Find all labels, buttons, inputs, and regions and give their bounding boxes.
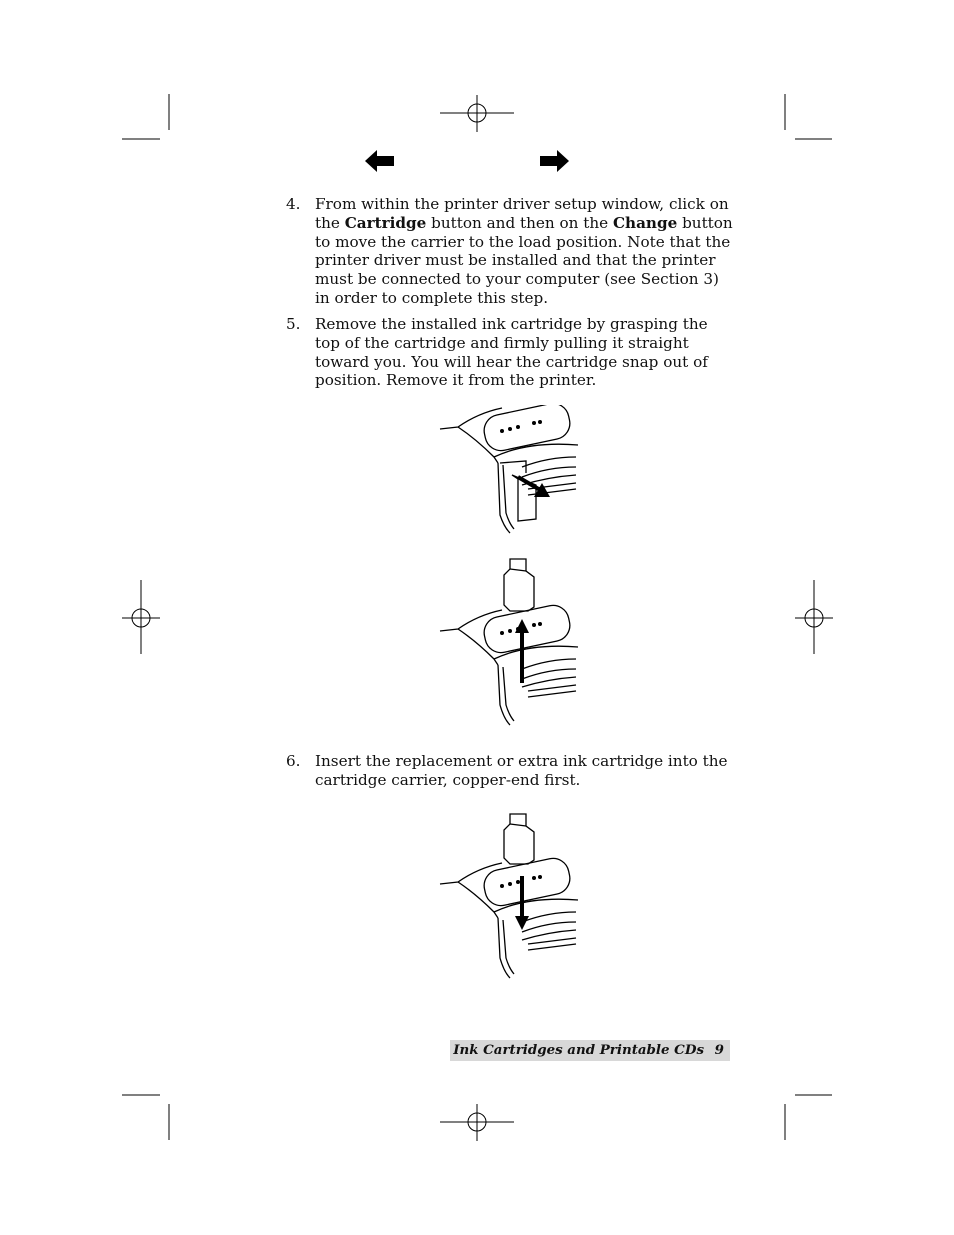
footer-title: Ink Cartridges and Printable CDs <box>453 1042 704 1058</box>
cartridge-button-ref: Cartridge <box>344 213 427 232</box>
step-text: From within the printer driver setup window, click on the Cartridge button and then on the Change button to move the carrier to the load position. Note that the printer driver must be installed and that the printer must be connected to your computer (see Section 3) in order to complete this step. <box>315 195 733 307</box>
right-arrow-icon[interactable] <box>539 150 569 172</box>
page-number: 9 <box>714 1042 724 1058</box>
insert-cartridge-illustration <box>438 810 580 985</box>
step-text: Insert the replacement or extra ink cartridge into the cartridge carrier, copper-end first. <box>315 752 728 789</box>
step-text: Remove the installed ink cartridge by grasping the top of the cartridge and firmly pulling it straight toward you. You will hear the cartridge snap out of position. Remove it from the printer. <box>315 315 708 390</box>
step-number: 4. <box>286 195 301 213</box>
page-footer <box>450 1040 730 1061</box>
remove-cartridge-illustration <box>438 405 580 535</box>
left-arrow-icon[interactable] <box>365 150 395 172</box>
change-button-ref: Change <box>612 213 678 232</box>
lift-cartridge-illustration <box>438 555 580 735</box>
step-number: 5. <box>286 315 301 333</box>
step-number: 6. <box>286 752 301 770</box>
